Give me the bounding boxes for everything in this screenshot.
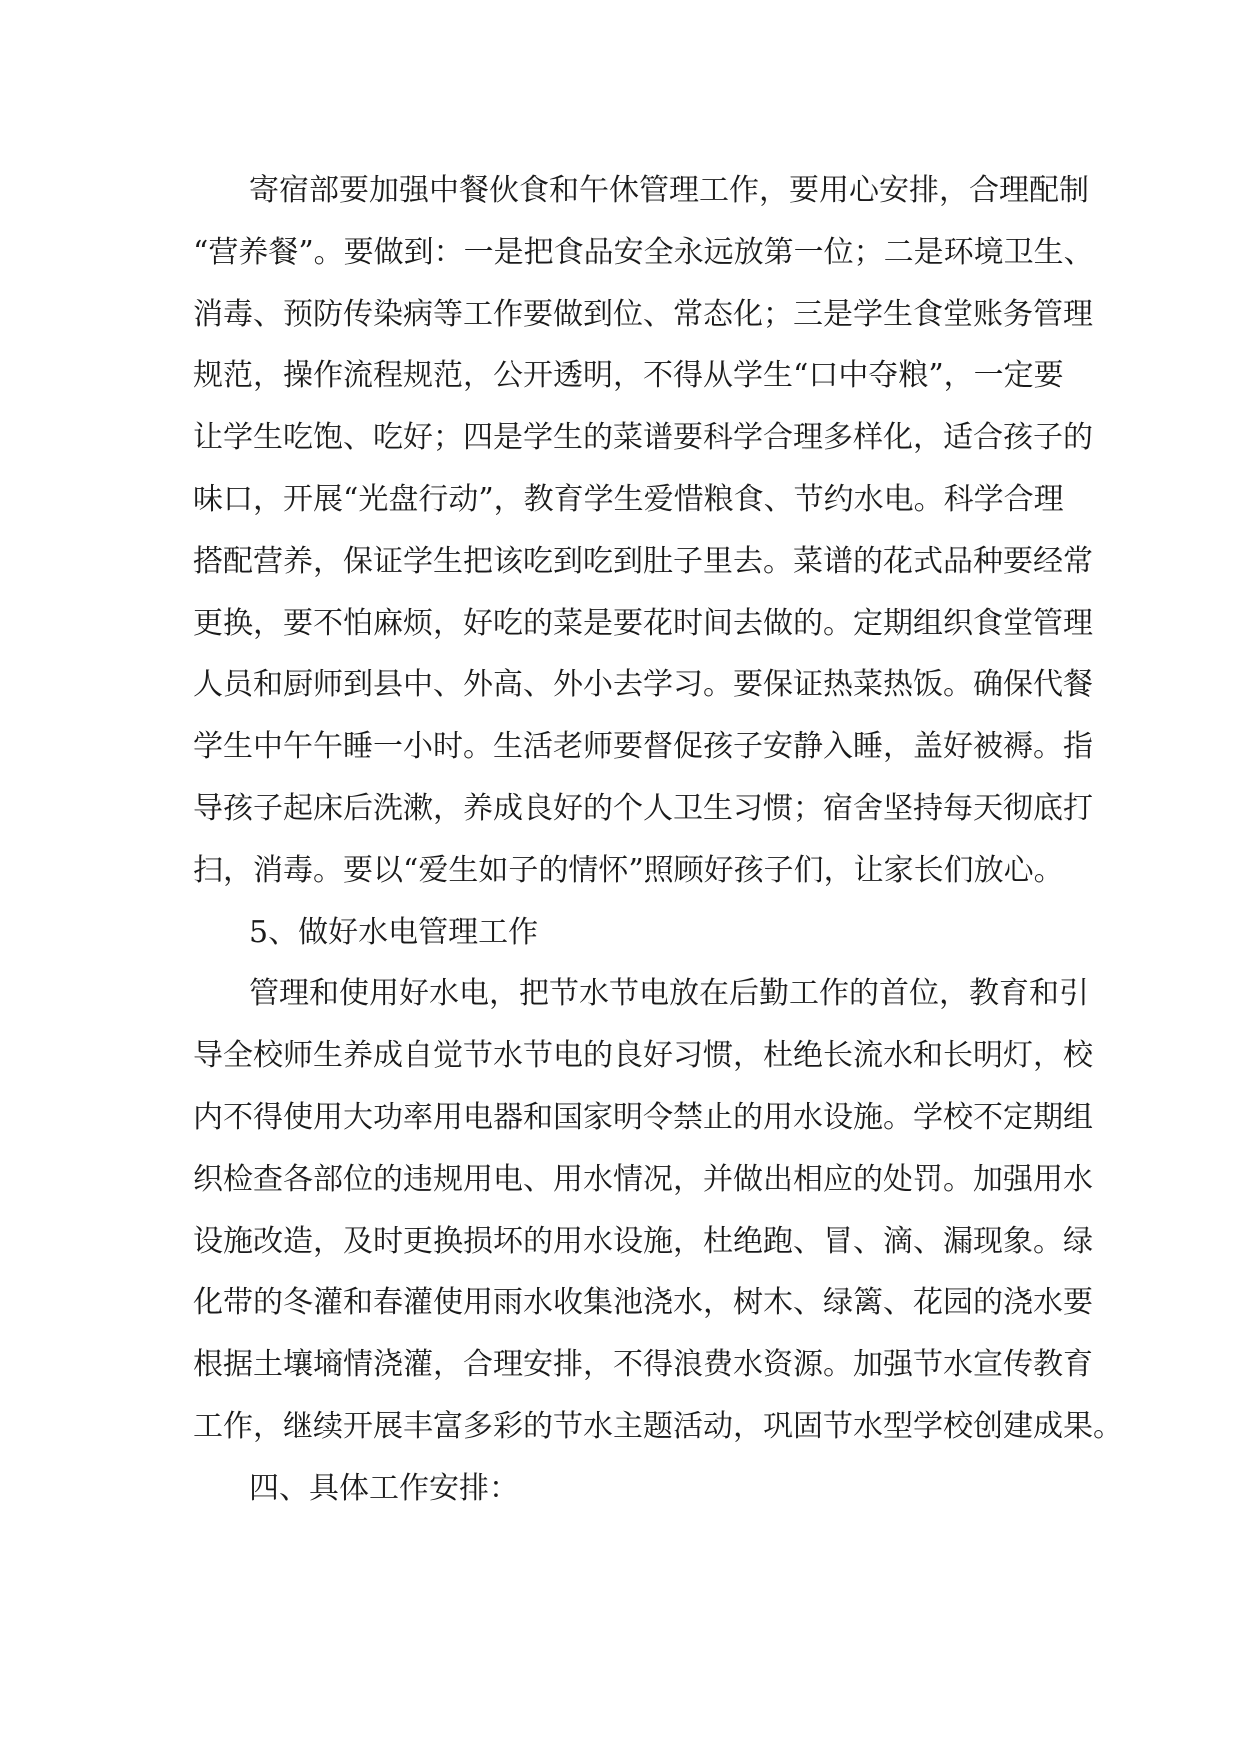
paragraph-line: 导孩子起床后洗漱，养成良好的个人卫生习惯；宿舍坚持每天彻底打 (193, 790, 1093, 826)
paragraph-line: 根据土壤墒情浇灌，合理安排，不得浪费水资源。加强节水宣传教育 (193, 1347, 1093, 1383)
paragraph-line: 学生中午午睡一小时。生活老师要督促孩子安静入睡，盖好被褥。指 (193, 729, 1093, 765)
paragraph-line: 管理和使用好水电，把节水节电放在后勤工作的首位，教育和引 (249, 976, 1089, 1012)
paragraph-line: 导全校师生养成自觉节水节电的良好习惯，杜绝长流水和长明灯，校 (193, 1038, 1093, 1074)
paragraph-line: 化带的冬灌和春灌使用雨水收集池浇水，树木、绿篱、花园的浇水要 (193, 1285, 1093, 1321)
paragraph-line: “营养餐”。要做到：一是把食品安全永远放第一位；二是环境卫生、 (193, 234, 1094, 270)
paragraph-line: 让学生吃饱、吃好；四是学生的菜谱要科学合理多样化，适合孩子的 (193, 420, 1093, 456)
paragraph-line: 更换，要不怕麻烦，好吃的菜是要花时间去做的。定期组织食堂管理 (193, 605, 1093, 641)
document-body (193, 160, 1123, 1520)
section-heading: 5、做好水电管理工作 (249, 914, 539, 950)
paragraph-line: 设施改造，及时更换损坏的用水设施，杜绝跑、冒、滴、漏现象。绿 (193, 1223, 1093, 1259)
paragraph-line: 寄宿部要加强中餐伙食和午休管理工作，要用心安排，合理配制 (249, 173, 1089, 208)
section-heading: 四、具体工作安排： (249, 1470, 519, 1506)
paragraph-line: 消毒、预防传染病等工作要做到位、常态化；三是学生食堂账务管理 (193, 296, 1093, 332)
paragraph-line: 味口，开展“光盘行动”，教育学生爱惜粮食、节约水电。科学合理 (193, 481, 1064, 517)
paragraph-line: 规范，操作流程规范，公开透明，不得从学生“口中夺粮”，一定要 (193, 358, 1064, 394)
paragraph-line: 扫，消毒。要以“爱生如子的情怀”照顾好孩子们，让家长们放心。 (193, 852, 1064, 888)
paragraph-line: 织检查各部位的违规用电、用水情况，并做出相应的处罚。加强用水 (193, 1161, 1093, 1197)
paragraph-line: 工作，继续开展丰富多彩的节水主题活动，巩固节水型学校创建成果。 (193, 1408, 1123, 1444)
paragraph-line: 搭配营养，保证学生把该吃到吃到肚子里去。菜谱的花式品种要经常 (193, 543, 1093, 579)
paragraph-line: 人员和厨师到县中、外高、外小去学习。要保证热菜热饭。确保代餐 (193, 667, 1093, 703)
paragraph-line: 内不得使用大功率用电器和国家明令禁止的用水设施。学校不定期组 (193, 1099, 1093, 1135)
